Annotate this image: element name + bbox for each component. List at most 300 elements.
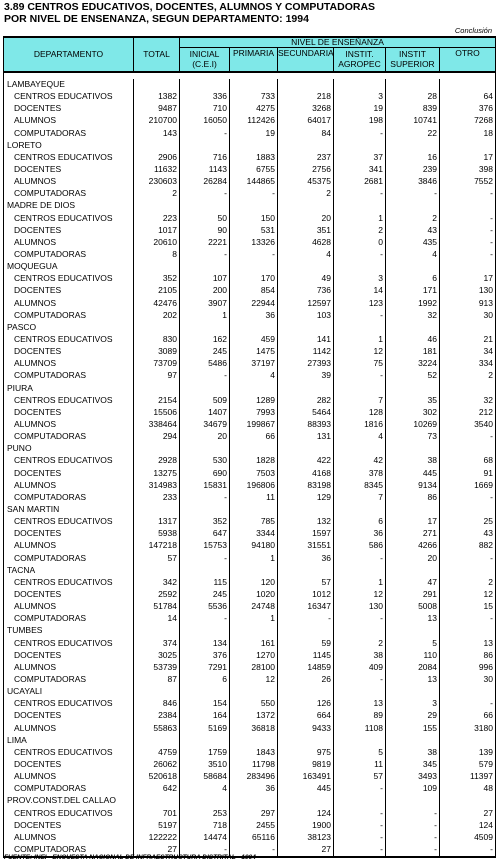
- value-cell: 51784: [134, 601, 180, 613]
- table-row: [4, 783, 496, 795]
- empty-cell: [386, 382, 440, 394]
- value-cell: 839: [386, 103, 440, 115]
- value-cell: 690: [180, 467, 230, 479]
- value-cell: -: [440, 843, 496, 856]
- row-label: COMPUTADORAS: [4, 248, 134, 260]
- value-cell: -: [334, 127, 386, 139]
- table-row: [4, 455, 496, 467]
- value-cell: 124: [278, 807, 334, 819]
- table-row: [4, 370, 496, 382]
- empty-cell: [180, 443, 230, 455]
- empty-cell: [180, 503, 230, 515]
- value-cell: 341: [334, 163, 386, 175]
- empty-cell: [334, 686, 386, 698]
- value-cell: 131: [278, 431, 334, 443]
- value-cell: 230603: [134, 176, 180, 188]
- department-row: [4, 443, 496, 455]
- value-cell: 36: [334, 528, 386, 540]
- value-cell: 17: [440, 151, 496, 163]
- table-row: [4, 831, 496, 843]
- row-label: DOCENTES: [4, 406, 134, 418]
- table-row: [4, 613, 496, 625]
- empty-cell: [180, 321, 230, 333]
- empty-cell: [134, 382, 180, 394]
- department-name: LORETO: [4, 139, 134, 151]
- value-cell: 42476: [134, 297, 180, 309]
- value-cell: 20610: [134, 236, 180, 248]
- table-row: [4, 273, 496, 285]
- value-cell: 642: [134, 783, 180, 795]
- table-row: [4, 103, 496, 115]
- value-cell: 4: [334, 431, 386, 443]
- value-cell: 4: [180, 783, 230, 795]
- value-cell: 147218: [134, 540, 180, 552]
- value-cell: 854: [230, 285, 278, 297]
- value-cell: 291: [386, 588, 440, 600]
- table-row: [4, 236, 496, 248]
- value-cell: 1: [230, 613, 278, 625]
- value-cell: -: [180, 491, 230, 503]
- row-label: COMPUTADORAS: [4, 370, 134, 382]
- value-cell: 48: [440, 783, 496, 795]
- value-cell: 664: [278, 710, 334, 722]
- table-row: [4, 758, 496, 770]
- empty-cell: [440, 625, 496, 637]
- value-cell: 123: [334, 297, 386, 309]
- table-row: [4, 188, 496, 200]
- row-label: CENTROS EDUCATIVOS: [4, 637, 134, 649]
- row-label: DOCENTES: [4, 649, 134, 661]
- value-cell: -: [334, 783, 386, 795]
- value-cell: 91: [440, 467, 496, 479]
- value-cell: 143: [134, 127, 180, 139]
- department-row: [4, 503, 496, 515]
- spacer-row: [4, 72, 496, 79]
- value-cell: 7503: [230, 467, 278, 479]
- header-secundaria: SECUNDARIA: [278, 48, 334, 72]
- value-cell: 29: [386, 710, 440, 722]
- value-cell: 86: [386, 491, 440, 503]
- value-cell: 2756: [278, 163, 334, 175]
- value-cell: 64: [440, 91, 496, 103]
- value-cell: 35: [386, 394, 440, 406]
- header-inicial: INICIAL (C.E.I): [180, 48, 230, 72]
- department-name: LAMBAYEQUE: [4, 79, 134, 91]
- row-label: COMPUTADORAS: [4, 613, 134, 625]
- row-label: DOCENTES: [4, 467, 134, 479]
- row-label: COMPUTADORAS: [4, 843, 134, 856]
- value-cell: 374: [134, 637, 180, 649]
- table-row: [4, 297, 496, 309]
- value-cell: -: [230, 188, 278, 200]
- value-cell: 36: [278, 552, 334, 564]
- value-cell: 53739: [134, 661, 180, 673]
- row-label: CENTROS EDUCATIVOS: [4, 151, 134, 163]
- empty-cell: [386, 795, 440, 807]
- value-cell: 647: [180, 528, 230, 540]
- value-cell: 58684: [180, 771, 230, 783]
- value-cell: 32: [440, 394, 496, 406]
- value-cell: 733: [230, 91, 278, 103]
- value-cell: 245: [180, 346, 230, 358]
- empty-cell: [180, 382, 230, 394]
- value-cell: 5464: [278, 406, 334, 418]
- value-cell: 59: [278, 637, 334, 649]
- value-cell: 199867: [230, 418, 278, 430]
- value-cell: 181: [386, 346, 440, 358]
- empty-cell: [386, 200, 440, 212]
- empty-cell: [180, 79, 230, 91]
- empty-cell: [278, 795, 334, 807]
- value-cell: 846: [134, 698, 180, 710]
- value-cell: -: [334, 843, 386, 856]
- department-row: [4, 625, 496, 637]
- value-cell: 5197: [134, 819, 180, 831]
- value-cell: 233: [134, 491, 180, 503]
- row-label: CENTROS EDUCATIVOS: [4, 91, 134, 103]
- value-cell: -: [334, 552, 386, 564]
- value-cell: 31551: [278, 540, 334, 552]
- empty-cell: [386, 625, 440, 637]
- value-cell: 520618: [134, 771, 180, 783]
- value-cell: 14474: [180, 831, 230, 843]
- empty-cell: [278, 564, 334, 576]
- empty-cell: [134, 795, 180, 807]
- value-cell: -: [334, 831, 386, 843]
- empty-cell: [134, 564, 180, 576]
- department-row: [4, 686, 496, 698]
- value-cell: 103: [278, 309, 334, 321]
- value-cell: 110: [386, 649, 440, 661]
- row-label: DOCENTES: [4, 224, 134, 236]
- value-cell: 196806: [230, 479, 278, 491]
- value-cell: 1: [334, 333, 386, 345]
- empty-cell: [334, 382, 386, 394]
- value-cell: 37: [334, 151, 386, 163]
- value-cell: 1317: [134, 516, 180, 528]
- row-label: COMPUTADORAS: [4, 783, 134, 795]
- value-cell: 223: [134, 212, 180, 224]
- value-cell: 11397: [440, 771, 496, 783]
- empty-cell: [334, 795, 386, 807]
- value-cell: 3846: [386, 176, 440, 188]
- value-cell: 126: [278, 698, 334, 710]
- value-cell: -: [386, 831, 440, 843]
- value-cell: 3510: [180, 758, 230, 770]
- row-label: ALUMNOS: [4, 236, 134, 248]
- empty-cell: [180, 734, 230, 746]
- value-cell: 97: [134, 370, 180, 382]
- value-cell: 1597: [278, 528, 334, 540]
- header-instit-superior: INSTIT SUPERIOR: [386, 48, 440, 72]
- value-cell: 718: [180, 819, 230, 831]
- value-cell: 7268: [440, 115, 496, 127]
- value-cell: 26: [278, 673, 334, 685]
- value-cell: -: [180, 843, 230, 856]
- value-cell: 882: [440, 540, 496, 552]
- value-cell: 4266: [386, 540, 440, 552]
- row-label: ALUMNOS: [4, 479, 134, 491]
- value-cell: 22944: [230, 297, 278, 309]
- value-cell: 2: [440, 576, 496, 588]
- empty-cell: [230, 503, 278, 515]
- value-cell: 49: [278, 273, 334, 285]
- empty-cell: [386, 79, 440, 91]
- empty-cell: [230, 734, 278, 746]
- value-cell: 2: [134, 188, 180, 200]
- value-cell: 2: [386, 212, 440, 224]
- value-cell: 376: [180, 649, 230, 661]
- table-row: [4, 661, 496, 673]
- value-cell: 2384: [134, 710, 180, 722]
- value-cell: 161: [230, 637, 278, 649]
- value-cell: 27: [278, 843, 334, 856]
- value-cell: 129: [278, 491, 334, 503]
- value-cell: 378: [334, 467, 386, 479]
- value-cell: 14859: [278, 661, 334, 673]
- row-label: DOCENTES: [4, 285, 134, 297]
- table-row: [4, 637, 496, 649]
- value-cell: 12: [334, 588, 386, 600]
- value-cell: 43: [440, 528, 496, 540]
- value-cell: 3344: [230, 528, 278, 540]
- department-name: UCAYALI: [4, 686, 134, 698]
- value-cell: -: [180, 552, 230, 564]
- row-label: CENTROS EDUCATIVOS: [4, 576, 134, 588]
- value-cell: 10269: [386, 418, 440, 430]
- value-cell: 701: [134, 807, 180, 819]
- empty-cell: [230, 321, 278, 333]
- value-cell: 16050: [180, 115, 230, 127]
- value-cell: 459: [230, 333, 278, 345]
- table-row: [4, 698, 496, 710]
- empty-cell: [386, 503, 440, 515]
- empty-cell: [180, 200, 230, 212]
- empty-cell: [230, 686, 278, 698]
- department-row: [4, 261, 496, 273]
- header-otro: OTRO: [440, 48, 496, 72]
- value-cell: 409: [334, 661, 386, 673]
- value-cell: 124: [440, 819, 496, 831]
- table-row: [4, 346, 496, 358]
- value-cell: 120: [230, 576, 278, 588]
- value-cell: -: [386, 843, 440, 856]
- value-cell: 43: [386, 224, 440, 236]
- department-name: LIMA: [4, 734, 134, 746]
- value-cell: 509: [180, 394, 230, 406]
- table-title: [4, 1, 375, 25]
- value-cell: 2105: [134, 285, 180, 297]
- empty-cell: [278, 79, 334, 91]
- header-departamento: DEPARTAMENTO: [4, 37, 134, 72]
- row-label: ALUMNOS: [4, 722, 134, 734]
- value-cell: 20: [180, 431, 230, 443]
- value-cell: 422: [278, 455, 334, 467]
- value-cell: 4: [278, 248, 334, 260]
- value-cell: 586: [334, 540, 386, 552]
- value-cell: 9819: [278, 758, 334, 770]
- value-cell: 1145: [278, 649, 334, 661]
- table-row: [4, 746, 496, 758]
- value-cell: 975: [278, 746, 334, 758]
- table-row: [4, 467, 496, 479]
- value-cell: 2: [440, 370, 496, 382]
- value-cell: 16: [386, 151, 440, 163]
- value-cell: 7291: [180, 661, 230, 673]
- row-label: CENTROS EDUCATIVOS: [4, 516, 134, 528]
- value-cell: -: [386, 807, 440, 819]
- value-cell: 352: [180, 516, 230, 528]
- value-cell: 15831: [180, 479, 230, 491]
- value-cell: 336: [180, 91, 230, 103]
- value-cell: 239: [386, 163, 440, 175]
- empty-cell: [386, 261, 440, 273]
- value-cell: 297: [230, 807, 278, 819]
- source-note: FUENTE: INEI - ENCUESTA NACIONAL DE INFRAESTRUCTURA DISTRITAL - 1994: [4, 854, 256, 861]
- value-cell: -: [180, 613, 230, 625]
- value-cell: 1382: [134, 91, 180, 103]
- value-cell: 2906: [134, 151, 180, 163]
- empty-cell: [230, 79, 278, 91]
- value-cell: 17: [440, 273, 496, 285]
- value-cell: 38: [386, 455, 440, 467]
- value-cell: -: [440, 248, 496, 260]
- department-name: SAN MARTIN: [4, 503, 134, 515]
- value-cell: 163491: [278, 771, 334, 783]
- table-row: [4, 212, 496, 224]
- department-name: TACNA: [4, 564, 134, 576]
- value-cell: 2: [334, 637, 386, 649]
- value-cell: -: [440, 431, 496, 443]
- table-row: [4, 673, 496, 685]
- value-cell: 38: [386, 746, 440, 758]
- empty-cell: [134, 625, 180, 637]
- department-name: PIURA: [4, 382, 134, 394]
- value-cell: 12597: [278, 297, 334, 309]
- value-cell: 2: [334, 224, 386, 236]
- value-cell: -: [440, 224, 496, 236]
- value-cell: 8: [134, 248, 180, 260]
- row-label: ALUMNOS: [4, 771, 134, 783]
- row-label: COMPUTADORAS: [4, 552, 134, 564]
- empty-cell: [334, 503, 386, 515]
- value-cell: 13: [386, 613, 440, 625]
- value-cell: 1: [334, 212, 386, 224]
- table-row: [4, 516, 496, 528]
- value-cell: 7: [334, 394, 386, 406]
- value-cell: 4628: [278, 236, 334, 248]
- value-cell: 150: [230, 212, 278, 224]
- empty-cell: [278, 503, 334, 515]
- value-cell: 15: [440, 601, 496, 613]
- empty-cell: [134, 734, 180, 746]
- empty-cell: [440, 321, 496, 333]
- value-cell: 7993: [230, 406, 278, 418]
- value-cell: 21: [440, 333, 496, 345]
- value-cell: -: [440, 491, 496, 503]
- value-cell: -: [386, 188, 440, 200]
- value-cell: 200: [180, 285, 230, 297]
- value-cell: 3493: [386, 771, 440, 783]
- value-cell: 1992: [386, 297, 440, 309]
- value-cell: 1900: [278, 819, 334, 831]
- empty-cell: [334, 564, 386, 576]
- value-cell: 57: [134, 552, 180, 564]
- table-header: [4, 37, 496, 72]
- value-cell: 1883: [230, 151, 278, 163]
- value-cell: 1407: [180, 406, 230, 418]
- conclusion-label: Conclusión: [454, 26, 492, 35]
- table-row: [4, 819, 496, 831]
- value-cell: 6: [334, 516, 386, 528]
- empty-cell: [386, 321, 440, 333]
- value-cell: 28: [386, 91, 440, 103]
- value-cell: 47: [386, 576, 440, 588]
- value-cell: 445: [278, 783, 334, 795]
- value-cell: 785: [230, 516, 278, 528]
- row-label: DOCENTES: [4, 103, 134, 115]
- value-cell: 109: [386, 783, 440, 795]
- department-row: [4, 382, 496, 394]
- header-instit-agropec: INSTIT. AGROPEC: [334, 48, 386, 72]
- value-cell: 1: [180, 309, 230, 321]
- value-cell: 1475: [230, 346, 278, 358]
- empty-cell: [180, 625, 230, 637]
- value-cell: 6755: [230, 163, 278, 175]
- row-label: COMPUTADORAS: [4, 127, 134, 139]
- empty-cell: [440, 79, 496, 91]
- department-row: [4, 200, 496, 212]
- value-cell: 36: [230, 783, 278, 795]
- title-line-1: 3.89 CENTROS EDUCATIVOS, DOCENTES, ALUMNOS Y COMPUTADORAS: [4, 1, 376, 13]
- value-cell: 710: [180, 103, 230, 115]
- value-cell: 57: [278, 576, 334, 588]
- value-cell: 39: [278, 370, 334, 382]
- table-row: [4, 601, 496, 613]
- value-cell: 716: [180, 151, 230, 163]
- value-cell: 9433: [278, 722, 334, 734]
- value-cell: 1816: [334, 418, 386, 430]
- value-cell: 5: [386, 637, 440, 649]
- department-row: [4, 795, 496, 807]
- empty-cell: [278, 734, 334, 746]
- value-cell: 5536: [180, 601, 230, 613]
- row-label: COMPUTADORAS: [4, 673, 134, 685]
- empty-cell: [278, 261, 334, 273]
- row-label: COMPUTADORAS: [4, 431, 134, 443]
- row-label: CENTROS EDUCATIVOS: [4, 212, 134, 224]
- value-cell: 64017: [278, 115, 334, 127]
- value-cell: 913: [440, 297, 496, 309]
- value-cell: 13275: [134, 467, 180, 479]
- value-cell: 65116: [230, 831, 278, 843]
- empty-cell: [278, 200, 334, 212]
- table-row: [4, 394, 496, 406]
- value-cell: 1142: [278, 346, 334, 358]
- value-cell: 530: [180, 455, 230, 467]
- empty-cell: [386, 686, 440, 698]
- value-cell: 202: [134, 309, 180, 321]
- value-cell: 996: [440, 661, 496, 673]
- value-cell: 83198: [278, 479, 334, 491]
- value-cell: 13: [440, 637, 496, 649]
- row-label: ALUMNOS: [4, 176, 134, 188]
- value-cell: 4168: [278, 467, 334, 479]
- value-cell: -: [334, 370, 386, 382]
- value-cell: -: [334, 613, 386, 625]
- value-cell: 3268: [278, 103, 334, 115]
- empty-cell: [440, 564, 496, 576]
